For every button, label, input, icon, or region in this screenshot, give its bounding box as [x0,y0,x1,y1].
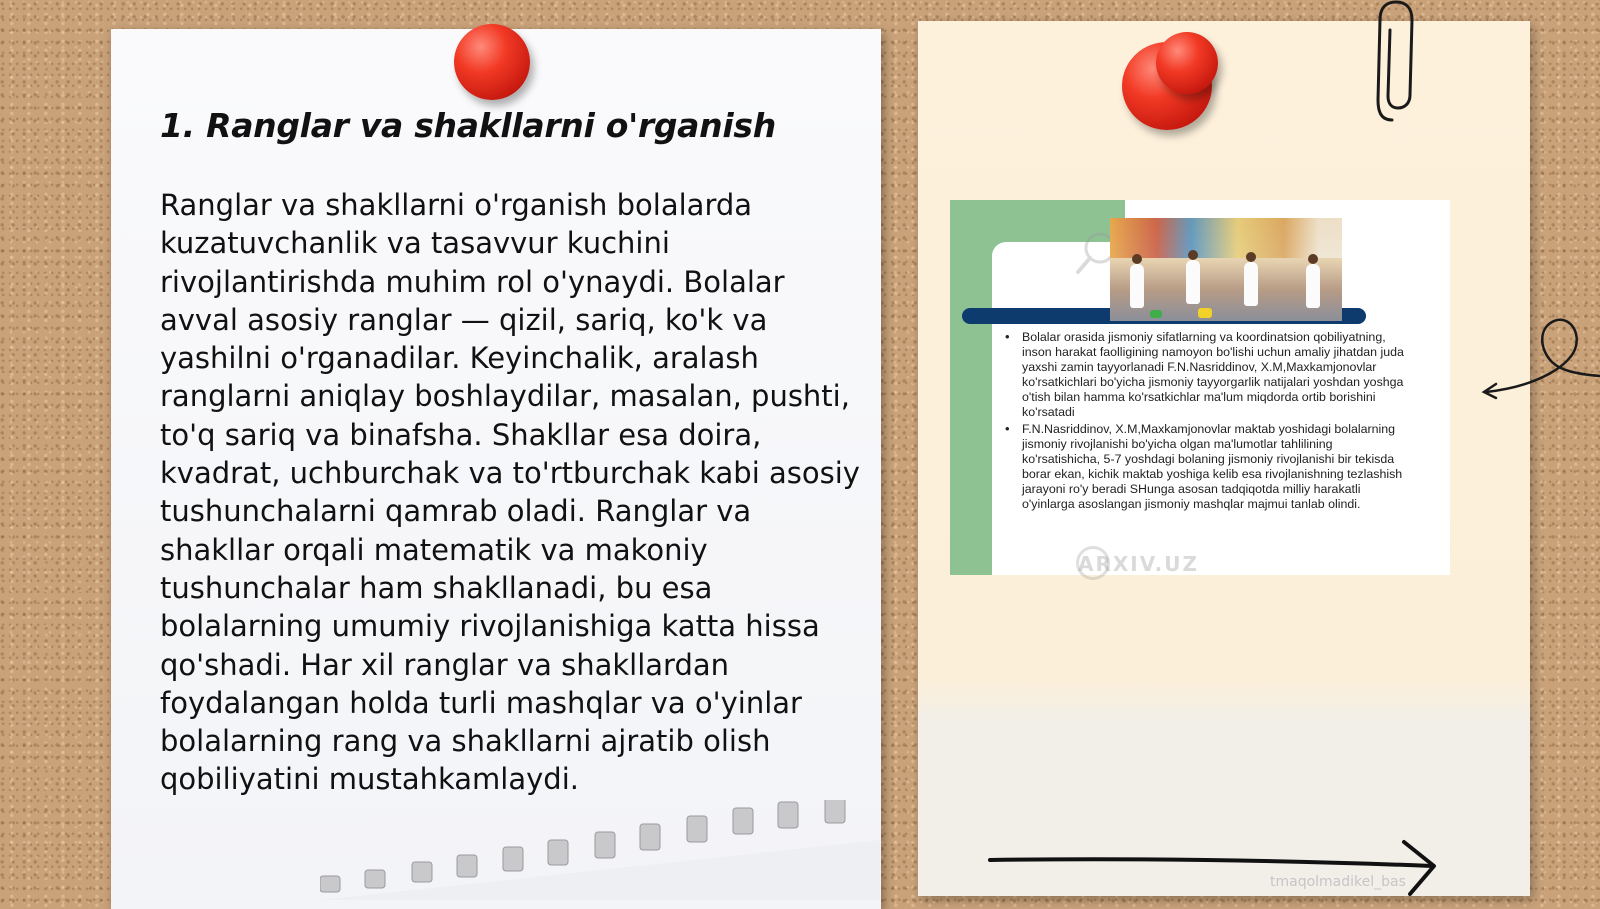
arrow-right-icon [984,836,1444,900]
torn-spiral-edge [320,800,880,900]
children-exercise-photo [1110,218,1342,321]
curl-arrow-icon [1480,310,1600,410]
paper-clip-icon [1374,0,1424,125]
attribution-text: tmaqolmadikel_bas [1270,874,1406,890]
push-pin-icon [454,24,530,100]
body-paragraph: Ranglar va shakllarni o'rganish bolalarda kuzatuvchanlik va tasavvur kuchini rivojlantirishda muhim rol o'ynaydi. Bolalar avval asosiy ranglar — qizil, sariq, ko'k va yashilni o'rganadilar. Keyinchalik, aralash ranglarni aniqlay boshlaydilar, masalan, pushti, to'q sariq va binafsha. Shakllar esa doira, kvadrat, uchburchak va to'rtburchak kabi asosiy tushunchalarni qamrab oladi. Ranglar va shakllar orqali matematik va makoniy tushunchalar ham shakllanadi, bu esa bolalarning umumiy rivojlanishiga katta hissa qo'shadi. Har xil ranglar va shakllardan foydalangan holda turli mashqlar va o'yinlar bolalarning rang va shakllarni ajratib olish qobiliyatini mustahkamlaydi. [160,188,860,797]
watermark-text: ARXIV.UZ [1078,552,1199,576]
slide-bullet: • F.N.Nasriddinov, X.M,Maxkamjonovlar maktab yoshidagi bolalarning jismoniy rivojlanishi bo'yicha olgan ma'lumotlar tahlilining ko'rsatishicha, 5-7 yoshdagi bolaning jismoniy rivojlanishi bir tekisda borar ekan, kichik maktab yoshiga kelib esa rivojlanishning tezlashish jarayoni ro'y beradi SHunga asosan tadqiqotda milliy harakatli o'yinlarga asoslangan jismoniy mashqlar majmui tanlab olindi. [1005,422,1405,512]
page-title: 1. Ranglar va shakllarni o'rganish [160,106,776,145]
slide-bullet: • Bolalar orasida jismoniy sifatlarning va koordinatsion qobiliyatning, inson harakat faolligining namoyon bo'lishi uchun amaliy jihatdan juda yaxshi zamin tayyorlanadi F.N.Nasriddinov, X.M,Maxkamjonovlar ko'rsatkichlari bo'yicha jismoniy tayyorgarlik natijalari yoshdan yoshga o'tish bilan hamma ko'rsatkichlar ma'lum miqdorda ortib borishini ko'rsatadi [1005,330,1405,420]
slide-bullet-list [1005,330,1405,514]
embedded-slide [950,200,1450,575]
push-pin-icon [1156,32,1218,94]
